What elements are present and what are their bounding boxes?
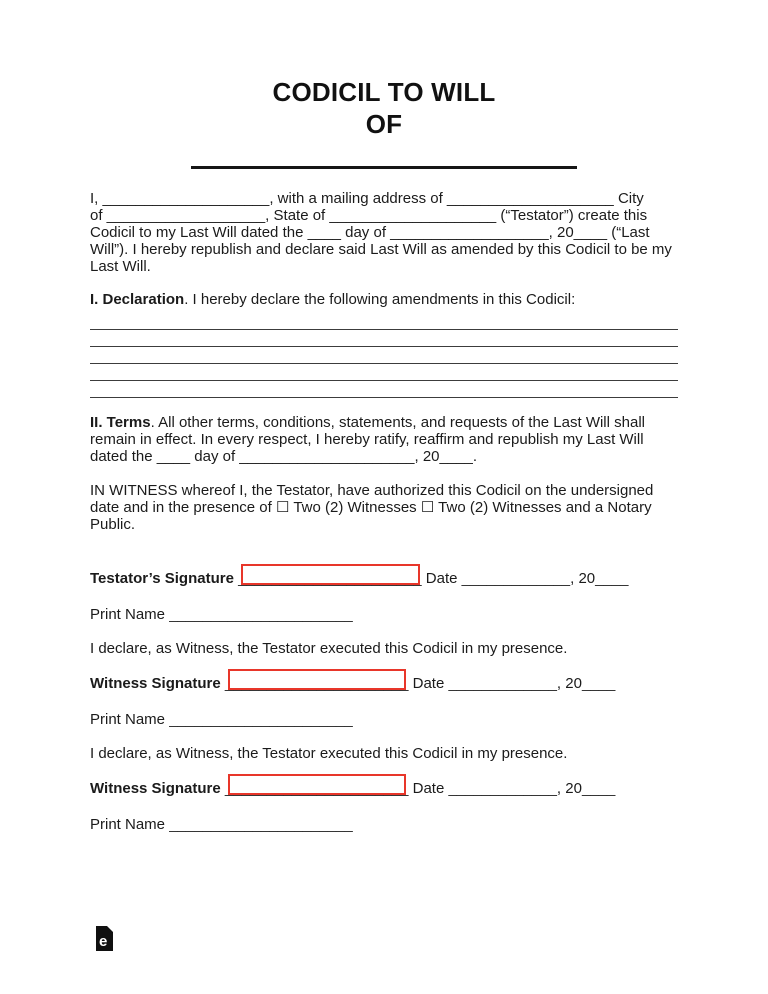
amendment-writing-lines bbox=[90, 313, 678, 398]
eforms-logo bbox=[96, 926, 113, 951]
terms-text-line1: . All other terms, conditions, statements, and requests of the Last Will shall bbox=[150, 414, 645, 431]
signature-underline: ______________________ bbox=[238, 570, 422, 587]
print-name-blank-line: ______________________ bbox=[169, 816, 353, 833]
date-label: Date bbox=[412, 675, 445, 692]
testator-signature-row bbox=[90, 569, 678, 589]
witness-1-signature-line bbox=[225, 674, 409, 694]
witness-2-signature-row bbox=[90, 779, 678, 799]
year-prefix: , 20 bbox=[556, 675, 582, 692]
document-title bbox=[90, 76, 678, 140]
witness-2-signature-field[interactable] bbox=[228, 774, 407, 795]
date-blank-line: _____________ bbox=[461, 570, 571, 587]
terms-paragraph bbox=[90, 414, 678, 465]
amendment-blank-line bbox=[90, 381, 678, 398]
year-blank-line: ____ bbox=[581, 675, 616, 692]
witness-2-signature-line bbox=[225, 779, 409, 799]
amendment-blank-line bbox=[90, 347, 678, 364]
print-name-label: Print Name bbox=[90, 816, 166, 833]
witness-1-print-name-row bbox=[90, 711, 678, 728]
intro-paragraph: I, ____________________, with a mailing address of ____________________ City of ___________________, State of ____________________ (“Testator”) create this Codicil to my Last Will dated the ____ day of ___________________, 20____ (“Last Will”). I hereby republish and declare said Last Will as amended by this Codicil to be my Last Will. bbox=[90, 190, 672, 275]
title-line-1: CODICIL TO WILL bbox=[272, 77, 496, 107]
year-blank-line: ____ bbox=[581, 780, 616, 797]
witness-clause-paragraph: IN WITNESS whereof I, the Testator, have authorized this Codicil on the undersigned date and in the presence of ☐ Two (2) Witnesses ☐ Two (2) Witnesses and a Notary Public. bbox=[90, 482, 654, 533]
testator-signature-label: Testator’s Signature bbox=[90, 570, 234, 587]
amendment-blank-line bbox=[90, 313, 678, 330]
signature-underline: ______________________ bbox=[224, 780, 409, 797]
print-name-blank-line: ______________________ bbox=[169, 606, 353, 623]
title-line-2: OF bbox=[365, 109, 403, 139]
terms-text-rest: remain in effect. In every respect, I hereby ratify, reaffirm and republish my Last Will dated the ____ day of _____________________, 20____. bbox=[90, 431, 644, 465]
witness-2-signature-label: Witness Signature bbox=[90, 780, 221, 797]
testator-name-blank-line bbox=[191, 166, 577, 169]
testator-signature-line bbox=[238, 569, 422, 589]
print-name-blank-line: ______________________ bbox=[169, 711, 353, 728]
year-prefix: , 20 bbox=[556, 780, 582, 797]
declaration-text: . I hereby declare the following amendments in this Codicil: bbox=[184, 291, 576, 308]
declaration-heading: I. Declaration bbox=[90, 291, 185, 308]
testator-signature-field[interactable] bbox=[241, 564, 420, 585]
testator-print-name-row bbox=[90, 606, 678, 623]
witness-2-statement: I declare, as Witness, the Testator executed this Codicil in my presence. bbox=[90, 745, 568, 762]
witness-2-print-name-row bbox=[90, 816, 678, 833]
date-blank-line: _____________ bbox=[448, 780, 557, 797]
amendment-blank-line bbox=[90, 364, 678, 381]
date-label: Date bbox=[425, 570, 458, 587]
witness-1-signature-label: Witness Signature bbox=[90, 675, 221, 692]
amendment-blank-line bbox=[90, 330, 678, 347]
date-label: Date bbox=[412, 780, 445, 797]
date-blank-line: _____________ bbox=[448, 675, 557, 692]
document-body bbox=[90, 0, 678, 833]
declaration-paragraph bbox=[90, 291, 678, 308]
witness-1-signature-field[interactable] bbox=[228, 669, 407, 690]
year-blank-line: ____ bbox=[595, 570, 629, 587]
print-name-label: Print Name bbox=[90, 711, 166, 728]
signature-underline: ______________________ bbox=[224, 675, 409, 692]
year-prefix: , 20 bbox=[570, 570, 596, 587]
witness-1-statement: I declare, as Witness, the Testator executed this Codicil in my presence. bbox=[90, 640, 568, 657]
terms-heading: II. Terms bbox=[90, 414, 151, 431]
witness-1-signature-row bbox=[90, 674, 678, 694]
print-name-label: Print Name bbox=[90, 606, 166, 623]
eforms-logo-letter: e bbox=[99, 933, 108, 950]
